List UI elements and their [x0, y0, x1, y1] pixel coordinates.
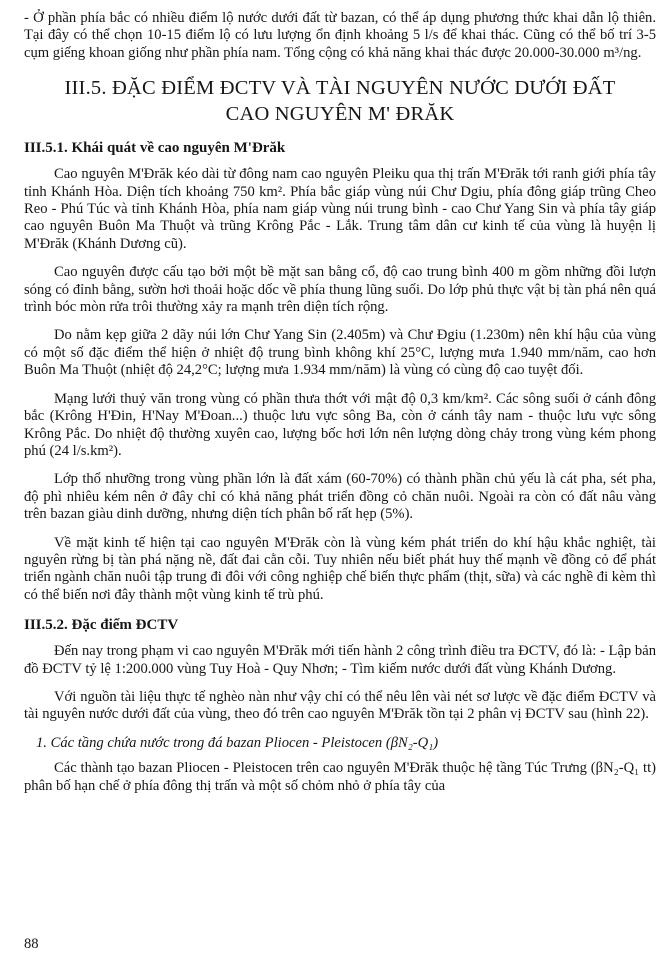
section-heading-line-1: III.5. ĐẶC ĐIỂM ĐCTV VÀ TÀI NGUYÊN NƯỚC DƯỚI ĐẤT — [64, 77, 616, 100]
section-heading — [24, 75, 656, 127]
paragraph-2: Cao nguyên được cấu tạo bởi một bề mặt san bằng cổ, độ cao trung bình 400 m gồm những đồi lượn sóng có đỉnh bằng, sườn hơi thoải hoặc dốc về phía thung lũng suối. Do lớp phủ thực vật bị tàn phá nên quá trình bóc mòn rửa trôi thường xảy ra mạnh trên diện tích rộng. — [24, 264, 656, 316]
intro-paragraph: - Ở phần phía bắc có nhiều điểm lộ nước dưới đất từ bazan, có thể áp dụng phương thức khai dẫn lộ thiên. Tại đây có thể chọn 10-15 điểm lộ có lưu lượng ổn định khoảng 5 l/s để khai thác. Cũng có thể bố trí 3-5 cụm giếng khoan giống như phần phía nam. Tổng cộng có khả năng khai thác được 20.000-30.000 m³/ng. — [24, 10, 656, 61]
paragraph-3: Do nằm kẹp giữa 2 dãy núi lớn Chư Yang Sin (2.405m) và Chư Đgiu (1.230m) nên khí hậu của vùng có một số đặc điểm thể hiện ở nhiệt độ trung bình không khí 25°C, lượng mưa 1.940 mm/năm, cao hơn Buôn Ma Thuột (nhiệt độ 24,2°C; lượng mưa 1.934 mm/năm) là vùng có cùng độ cao tuyệt đối. — [24, 327, 656, 379]
paragraph-9: Các thành tạo bazan Pliocen - Pleistocen trên cao nguyên M'Đrăk thuộc hệ tầng Túc Trưng (βN₂-Q₁ tt) phân bố hạn chế ở phía đông thị trấn và một số chỏm nhỏ ở phía tây của — [24, 760, 656, 794]
subsection-heading-2: III.5.2. Đặc điểm ĐCTV — [24, 617, 179, 634]
aquifer-subheading: 1. Các tầng chứa nước trong đá bazan Pliocen - Pleistocen (βN₂-Q₁) — [36, 734, 439, 751]
document-page — [24, 10, 656, 795]
subsection-heading-1: III.5.1. Khái quát về cao nguyên M'Đrăk — [24, 140, 286, 157]
paragraph-6: Về mặt kinh tế hiện tại cao nguyên M'Đrăk còn là vùng kém phát triển do khí hậu khắc nghiệt, tài nguyên rừng bị tàn phá nặng nề, đất đai cằn cỗi. Tuy nhiên nếu biết phát huy thế mạnh về đồng cỏ để phát triển ngành chăn nuôi tập trung đi đôi với công nghiệp chế biến thực phẩm (thịt, sữa) và các nghề đi kèm thì có thể biến nơi đây thành một vùng kinh tế trù phú. — [24, 534, 656, 603]
paragraph-7: Đến nay trong phạm vi cao nguyên M'Đrăk mới tiến hành 2 công trình điều tra ĐCTV, đó là: - Lập bản đồ ĐCTV tỷ lệ 1:200.000 vùng Tuy Hoà - Quy Nhơn; - Tìm kiếm nước dưới đất vùng Khánh Dương. — [24, 643, 656, 677]
paragraph-1: Cao nguyên M'Đrăk kéo dài từ đông nam cao nguyên Pleiku qua thị trấn M'Đrăk tới ranh giới phía tây tỉnh Khánh Hòa. Diện tích khoảng 750 km². Phía bắc giáp vùng núi Chư Dgiu, phía đông giáp trũng Cheo Reo - Phú Túc và tỉnh Khánh Hòa, phía nam giáp vùng núi trung bình - cao Chư Yang Sin và phía tây giáp cao nguyên Buôn Ma Thuột và trũng Krông Pắc - Lắk. Trung tâm dân cư kinh tế của vùng là huyện lị M'Đrăk (Khánh Dương cũ). — [24, 166, 656, 252]
page-number: 88 — [24, 936, 39, 952]
paragraph-8: Với nguồn tài liệu thực tế nghèo nàn như vậy chỉ có thể nêu lên vài nét sơ lược về đặc điểm ĐCTV và tài nguyên nước dưới đất của vùng, theo đó trên cao nguyên M'Đrăk tồn tại 2 phân vị ĐCTV sau (hình 22). — [24, 688, 656, 723]
section-heading-line-2: CAO NGUYÊN M' ĐRĂK — [225, 103, 455, 126]
paragraph-5: Lớp thổ nhưỡng trong vùng phần lớn là đất xám (60-70%) có thành phần chủ yếu là cát pha, sét pha, độ phì nhiêu kém nên ở đây chỉ có khả năng phát triển đồng cỏ chăn nuôi. Ngoài ra còn có đất nâu vàng trên bazan giàu dinh dưỡng, nhưng diện tích phân bố rất hẹp (5%). — [24, 471, 656, 523]
paragraph-4: Mạng lưới thuỷ văn trong vùng có phần thưa thớt với mật độ 0,3 km/km². Các sông suối ở cánh đông bắc (Krông H'Đin, H'Nay M'Đoan...) thuộc lưu vực sông Ba, còn ở cánh tây nam - thuộc lưu vực sông Krông Pắc. Do nhiệt độ thường xuyên cao, lượng bốc hơi lớn nên lượng dòng chảy trong vùng kém phong phú (24 l/s.km²). — [24, 390, 656, 459]
